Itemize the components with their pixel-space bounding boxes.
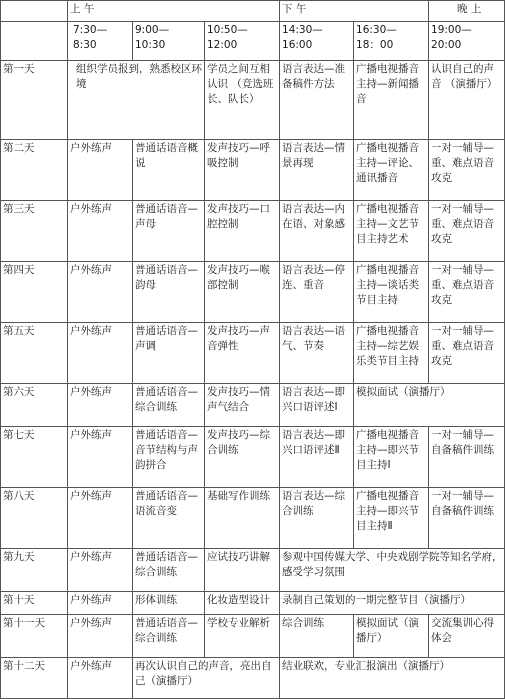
schedule-cell: 发声技巧—呼吸控制 (205, 140, 280, 201)
schedule-cell: 户外练声 (68, 262, 133, 323)
schedule-cell: 户外练声 (68, 140, 133, 201)
schedule-cell: 普通话语音—声母 (133, 201, 205, 262)
period-afternoon: 下 午 (280, 1, 429, 22)
schedule-cell: 语言表达—内在语、对象感 (280, 201, 354, 262)
schedule-cell: 发声技巧—声音弹性 (205, 323, 280, 384)
time-slot-4: 14:30— 16:00 (280, 22, 354, 61)
time-slot-6: 19:00— 20:00 (429, 22, 505, 61)
schedule-cell: 学员之间互相认识 （竞选班长、队长） (205, 61, 280, 140)
schedule-cell: 一对一辅导—重、难点语音攻克 (429, 323, 505, 384)
schedule-cell: 普通话语音—综合训练 (133, 384, 205, 427)
schedule-cell: 形体训练 (133, 592, 205, 615)
schedule-cell: 模拟面试（演播厅） (354, 615, 429, 658)
schedule-cell: 综合训练 (280, 615, 354, 658)
schedule-cell: 户外练声 (68, 323, 133, 384)
schedule-cell: 普通话语音—综合训练 (133, 615, 205, 658)
schedule-cell: 户外练声 (68, 427, 133, 488)
schedule-cell: 户外练声 (68, 384, 133, 427)
schedule-cell: 学校专业解析 (205, 615, 280, 658)
schedule-cell: 户外练声 (68, 658, 133, 699)
schedule-cell: 语言表达—综合训练 (280, 488, 354, 549)
schedule-cell: 组织学员报到，熟悉校区环境 (68, 61, 205, 140)
day-label: 第四天 (1, 262, 68, 323)
time-slot-3: 10:50— 12:00 (205, 22, 280, 61)
schedule-cell: 参观中国传媒大学、中央戏剧学院等知名学府，感受学习氛围 (280, 549, 505, 592)
corner-cell-2 (1, 22, 68, 61)
day-label: 第七天 (1, 427, 68, 488)
schedule-cell: 一对一辅导—重、难点语音攻克 (429, 140, 505, 201)
day-label: 第九天 (1, 549, 68, 592)
time-slot-5: 16:30— 18：00 (354, 22, 429, 61)
day-label: 第五天 (1, 323, 68, 384)
day-label: 第六天 (1, 384, 68, 427)
day-label: 第三天 (1, 201, 68, 262)
schedule-cell: 模拟面试（演播厅） (354, 384, 505, 427)
schedule-cell: 户外练声 (68, 592, 133, 615)
schedule-cell: 广播电视播音主持—评论、通讯播音 (354, 140, 429, 201)
day-label: 第十天 (1, 592, 68, 615)
day-label: 第十二天 (1, 658, 68, 699)
schedule-cell: 一对一辅导—重、难点语音攻克 (429, 262, 505, 323)
schedule-cell: 发声技巧—喉部控制 (205, 262, 280, 323)
schedule-cell: 交流集训心得体会 (429, 615, 505, 658)
schedule-cell: 普通话语音—声调 (133, 323, 205, 384)
schedule-cell: 化妆造型设计 (205, 592, 280, 615)
day-label: 第一天 (1, 61, 68, 140)
period-evening: 晚 上 (429, 1, 505, 22)
day-label: 第十一天 (1, 615, 68, 658)
schedule-cell: 语言表达—准备稿件方法 (280, 61, 354, 140)
schedule-cell: 语言表达—情景再现 (280, 140, 354, 201)
schedule-cell: 语言表达—即兴口语评述Ⅱ (280, 427, 354, 488)
schedule-cell: 基础写作训练 (205, 488, 280, 549)
day-label: 第八天 (1, 488, 68, 549)
schedule-cell: 发声技巧—口腔控制 (205, 201, 280, 262)
schedule-cell: 语言表达—即兴口语评述Ⅰ (280, 384, 354, 427)
schedule-cell: 普通话语音—韵母 (133, 262, 205, 323)
corner-cell (1, 1, 68, 22)
schedule-cell: 户外练声 (68, 549, 133, 592)
schedule-cell: 再次认识自己的声音，亮出自己（演播厅） (133, 658, 280, 699)
schedule-cell: 普通话语音概说 (133, 140, 205, 201)
schedule-cell: 一对一辅导—自备稿件训练 (429, 488, 505, 549)
day-label: 第二天 (1, 140, 68, 201)
schedule-cell: 普通话语音—综合训练 (133, 549, 205, 592)
schedule-cell: 广播电视播音主持—新闻播音 (354, 61, 429, 140)
time-slot-2: 9:00— 10:30 (133, 22, 205, 61)
schedule-cell: 应试技巧讲解 (205, 549, 280, 592)
schedule-cell: 广播电视播音主持—即兴节目主持Ⅱ (354, 488, 429, 549)
schedule-cell: 户外练声 (68, 201, 133, 262)
schedule-cell: 语言表达—停连、重音 (280, 262, 354, 323)
schedule-cell: 广播电视播音主持—综艺娱乐类节目主持 (354, 323, 429, 384)
schedule-cell: 录制自己策划的一期完整节目（演播厅） (280, 592, 505, 615)
schedule-cell: 普通话语音—音节结构与声韵拼合 (133, 427, 205, 488)
schedule-cell: 普通话语音—语流音变 (133, 488, 205, 549)
schedule-cell: 语言表达—语气、节奏 (280, 323, 354, 384)
schedule-cell: 一对一辅导—自备稿件训练 (429, 427, 505, 488)
schedule-cell: 一对一辅导—重、难点语音攻克 (429, 201, 505, 262)
schedule-cell: 广播电视播音主持—文艺节目主持艺术 (354, 201, 429, 262)
period-morning: 上 午 (68, 1, 280, 22)
schedule-cell: 发声技巧—综合训练 (205, 427, 280, 488)
time-slot-1: 7:30— 8:30 (68, 22, 133, 61)
schedule-cell: 结业联欢，专业汇报演出（演播厅） (280, 658, 505, 699)
schedule-cell: 广播电视播音主持—即兴节目主持Ⅰ (354, 427, 429, 488)
schedule-cell: 户外练声 (68, 615, 133, 658)
schedule-cell: 广播电视播音主持—谈话类节目主持 (354, 262, 429, 323)
schedule-cell: 户外练声 (68, 488, 133, 549)
schedule-cell: 发声技巧—情声气结合 (205, 384, 280, 427)
schedule-cell: 认识自己的声音 （演播厅） (429, 61, 505, 140)
